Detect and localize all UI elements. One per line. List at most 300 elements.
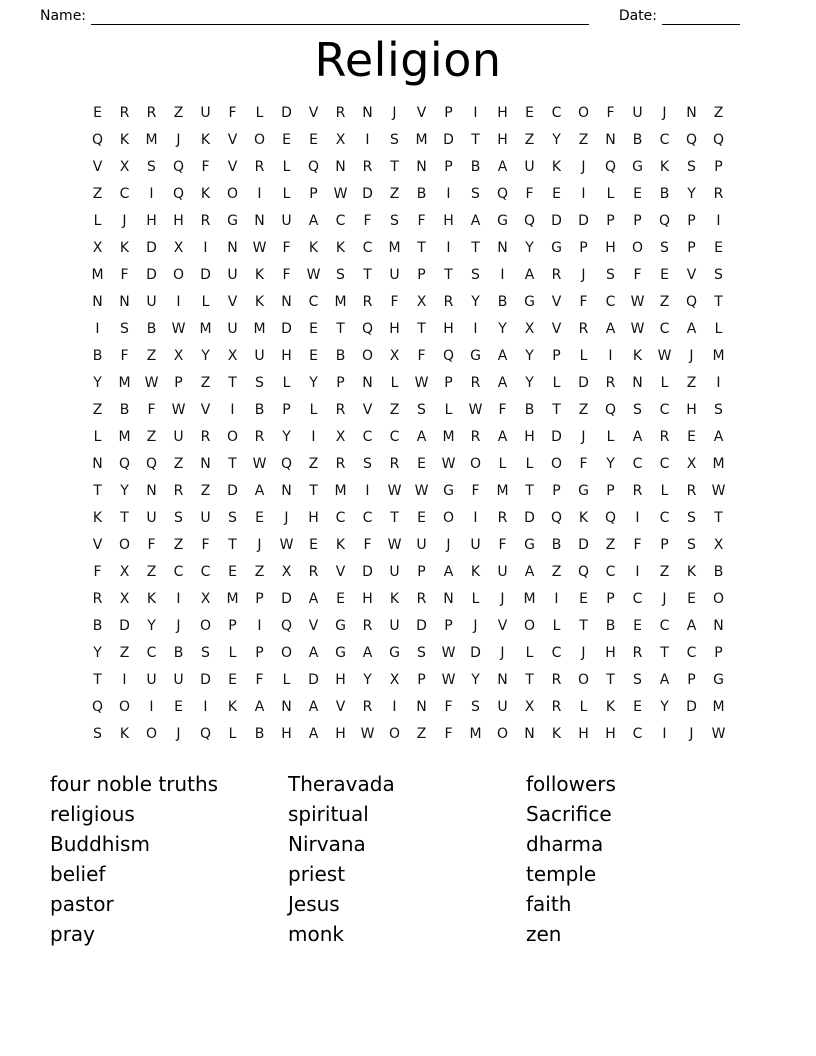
grid-letter: V [335,563,346,580]
grid-letter: Z [713,104,724,121]
grid-letter: O [442,509,455,526]
grid-letter: B [92,347,103,364]
grid-letter: M [145,131,158,148]
grid-letter: W [711,725,726,742]
grid-letter: Y [525,239,534,256]
grid-letter: N [497,671,508,688]
grid-letter: V [92,536,103,553]
grid-letter: F [579,455,588,472]
grid-letter: Y [687,185,696,202]
grid-letter: D [578,536,589,553]
grid-letter: I [122,671,127,688]
grid-letter: E [417,455,426,472]
grid-letter: H [686,401,697,418]
grid-letter: E [228,563,237,580]
grid-letter: T [228,455,237,472]
grid-letter: B [335,347,346,364]
grid-letter: P [579,239,588,256]
grid-letter: W [387,536,402,553]
grid-letter: G [443,482,454,499]
grid-letter: A [605,320,616,337]
grid-letter: M [442,428,455,445]
grid-letter: X [200,590,211,607]
grid-letter: G [551,239,562,256]
grid-letter: E [93,104,102,121]
grid-letter: K [551,158,562,175]
grid-letter: T [714,509,723,526]
grid-letter: I [257,185,262,202]
grid-letter: K [92,509,103,526]
grid-letter: V [308,104,319,121]
grid-letter: M [523,590,536,607]
grid-letter: J [581,158,586,175]
grid-letter: J [689,725,694,742]
grid-letter: U [470,536,481,553]
grid-letter: S [633,401,642,418]
grid-letter: A [686,320,697,337]
grid-letter: O [631,239,644,256]
grid-letter: Y [93,644,102,661]
grid-letter: T [93,671,102,688]
grid-letter: Y [93,374,102,391]
grid-letter: I [203,698,208,715]
grid-letter: L [579,698,588,715]
grid-letter: Q [118,455,131,472]
grid-letter: H [281,347,292,364]
word-search-grid [0,99,816,747]
grid-letter: Q [442,347,455,364]
grid-letter: I [716,374,721,391]
grid-letter: T [309,482,318,499]
grid-letter: R [551,266,562,283]
grid-letter: P [687,239,696,256]
grid-letter: C [335,212,346,229]
grid-letter: R [605,374,616,391]
grid-letter: H [524,428,535,445]
grid-letter: Z [254,563,265,580]
grid-letter: A [497,374,508,391]
grid-letter: N [227,239,238,256]
grid-letter: T [336,320,345,337]
grid-letter: N [335,158,346,175]
grid-letter: O [280,644,293,661]
grid-letter: C [389,428,400,445]
grid-letter: H [335,725,346,742]
grid-letter: D [551,212,562,229]
grid-letter: I [473,509,478,526]
grid-letter: G [524,536,535,553]
grid-letter: K [578,509,589,526]
word-list-item: four noble truths [50,772,219,796]
grid-letter: I [257,617,262,634]
grid-letter: R [470,428,481,445]
grid-letter: L [201,293,210,310]
grid-letter: C [551,644,562,661]
grid-letter: I [203,239,208,256]
grid-letter: C [146,644,157,661]
grid-letter: S [633,671,642,688]
grid-letter: M [712,347,725,364]
word-list-item: temple [526,862,597,886]
grid-letter: Q [604,509,617,526]
grid-letter: J [176,725,181,742]
grid-letter: K [200,131,211,148]
grid-letter: L [525,644,534,661]
grid-letter: V [92,158,103,175]
grid-letter: R [200,212,211,229]
grid-letter: E [309,131,318,148]
grid-letter: C [659,509,670,526]
grid-letter: Y [201,347,210,364]
grid-letter: U [227,320,238,337]
word-list-item: belief [50,862,106,886]
grid-letter: O [118,536,131,553]
grid-letter: B [416,185,427,202]
grid-letter: X [92,239,103,256]
grid-letter: S [606,266,615,283]
grid-letter: T [471,239,480,256]
grid-letter: I [365,482,370,499]
grid-letter: P [417,671,426,688]
grid-letter: P [660,536,669,553]
grid-letter: R [173,482,184,499]
grid-letter: P [606,590,615,607]
grid-letter: C [605,563,616,580]
grid-letter: P [255,590,264,607]
grid-letter: H [146,212,157,229]
grid-letter: S [687,536,696,553]
grid-letter: E [174,698,183,715]
grid-letter: O [253,131,266,148]
grid-letter: C [659,131,670,148]
grid-letter: I [149,698,154,715]
grid-letter: R [146,104,157,121]
grid-letter: L [471,590,480,607]
grid-letter: D [281,590,292,607]
grid-letter: N [92,293,103,310]
grid-letter: Q [361,320,374,337]
grid-letter: T [606,671,615,688]
grid-letter: W [441,455,456,472]
grid-letter: C [632,590,643,607]
grid-letter: V [335,698,346,715]
grid-letter: I [365,131,370,148]
grid-letter: E [687,428,696,445]
grid-letter: T [228,536,237,553]
grid-letter: I [716,212,721,229]
grid-letter: D [281,104,292,121]
grid-letter: S [714,401,723,418]
grid-letter: Q [91,131,104,148]
grid-letter: M [253,320,266,337]
grid-letter: R [416,590,427,607]
grid-letter: T [579,617,588,634]
grid-letter: L [498,455,507,472]
grid-letter: P [336,374,345,391]
grid-letter: F [120,266,129,283]
word-list-item: followers [526,772,616,796]
grid-letter: O [145,725,158,742]
grid-letter: Q [172,158,185,175]
grid-letter: F [417,212,426,229]
grid-letter: U [227,266,238,283]
grid-letter: A [524,563,535,580]
grid-letter: P [228,617,237,634]
grid-letter: O [226,185,239,202]
grid-letter: I [554,590,559,607]
grid-letter: U [497,698,508,715]
grid-letter: P [444,374,453,391]
grid-letter: F [228,104,237,121]
grid-letter: P [282,401,291,418]
grid-letter: I [500,266,505,283]
grid-letter: R [632,644,643,661]
grid-letter: M [712,455,725,472]
grid-letter: B [119,401,130,418]
grid-letter: U [632,104,643,121]
grid-letter: M [91,266,104,283]
grid-letter: J [176,131,181,148]
grid-letter: H [497,131,508,148]
word-list-item: Nirvana [288,832,366,856]
grid-letter: V [227,131,238,148]
grid-letter: X [281,563,292,580]
grid-letter: O [712,590,725,607]
grid-letter: R [362,158,373,175]
word-list-item: dharma [526,832,604,856]
grid-letter: F [417,347,426,364]
grid-letter: I [446,239,451,256]
grid-letter: M [199,320,212,337]
grid-letter: Y [363,671,372,688]
grid-letter: K [551,725,562,742]
grid-letter: Z [605,536,616,553]
grid-letter: I [635,509,640,526]
grid-letter: L [93,428,102,445]
grid-letter: E [633,617,642,634]
grid-letter: F [498,536,507,553]
grid-letter: B [254,401,265,418]
grid-letter: B [632,131,643,148]
grid-letter: Z [146,347,157,364]
grid-letter: H [389,320,400,337]
grid-letter: N [146,482,157,499]
grid-letter: Z [92,185,103,202]
grid-letter: R [686,482,697,499]
grid-letter: F [390,293,399,310]
grid-letter: A [659,671,670,688]
grid-letter: Z [551,563,562,580]
grid-letter: I [176,293,181,310]
grid-letter: U [389,266,400,283]
grid-letter: K [254,266,265,283]
grid-letter: H [281,725,292,742]
grid-letter: K [119,725,130,742]
grid-letter: W [306,266,321,283]
grid-letter: D [200,266,211,283]
word-list-column [288,769,526,949]
grid-letter: D [686,698,697,715]
grid-letter: H [362,590,373,607]
grid-letter: F [201,536,210,553]
grid-letter: G [578,482,589,499]
grid-letter: U [173,428,184,445]
grid-letter: E [309,536,318,553]
grid-letter: T [363,266,372,283]
grid-letter: N [119,293,130,310]
grid-letter: Y [660,698,669,715]
grid-letter: P [714,158,723,175]
grid-letter: J [500,644,505,661]
grid-letter: E [633,698,642,715]
grid-letter: B [524,401,535,418]
grid-letter: H [308,509,319,526]
grid-letter: I [311,428,316,445]
grid-letter: P [606,482,615,499]
grid-letter: O [523,617,536,634]
grid-letter: O [226,428,239,445]
grid-letter: W [279,536,294,553]
grid-letter: L [525,455,534,472]
grid-letter: Z [578,131,589,148]
word-list-column [526,769,764,949]
grid-letter: K [200,185,211,202]
grid-letter: C [362,239,373,256]
grid-letter: Z [146,563,157,580]
grid-letter: K [470,563,481,580]
grid-letter: Y [498,320,507,337]
grid-letter: M [496,482,509,499]
grid-letter: R [335,401,346,418]
grid-letter: S [363,455,372,472]
grid-letter: Q [685,293,698,310]
grid-letter: B [659,185,670,202]
grid-letter: J [662,590,667,607]
grid-letter: N [92,455,103,472]
word-list-item: Jesus [288,892,340,916]
grid-letter: N [605,131,616,148]
name-blank-line [91,10,589,25]
grid-letter: J [257,536,262,553]
grid-letter: C [632,455,643,472]
word-list-item: pray [50,922,96,946]
grid-letter: E [687,590,696,607]
grid-letter: J [500,590,505,607]
grid-letter: L [255,104,264,121]
grid-letter: F [606,104,615,121]
grid-letter: E [417,509,426,526]
grid-letter: D [308,671,319,688]
grid-letter: W [252,455,267,472]
grid-letter: D [443,131,454,148]
grid-letter: S [120,320,129,337]
grid-letter: K [632,347,643,364]
grid-letter: T [417,239,426,256]
grid-letter: Q [577,563,590,580]
grid-letter: H [497,104,508,121]
grid-letter: F [363,212,372,229]
grid-letter: W [333,185,348,202]
grid-letter: X [389,671,400,688]
grid-letter: D [551,428,562,445]
grid-letter: U [200,104,211,121]
grid-letter: T [660,644,669,661]
grid-letter: V [551,293,562,310]
grid-letter: Z [173,536,184,553]
grid-letter: Q [685,131,698,148]
grid-letter: N [281,482,292,499]
grid-letter: P [417,563,426,580]
grid-letter: Q [550,509,563,526]
grid-letter: C [659,617,670,634]
grid-letter: L [552,617,561,634]
grid-letter: L [228,644,237,661]
grid-letter: G [497,212,508,229]
grid-letter: B [92,617,103,634]
grid-letter: U [389,563,400,580]
grid-letter: K [659,158,670,175]
grid-letter: R [362,293,373,310]
grid-letter: L [660,374,669,391]
grid-letter: X [335,428,346,445]
grid-letter: K [389,590,400,607]
grid-letter: F [201,158,210,175]
grid-letter: J [176,617,181,634]
grid-letter: A [254,482,265,499]
grid-letter: B [254,725,265,742]
grid-letter: A [254,698,265,715]
grid-letter: S [147,158,156,175]
grid-letter: Q [280,617,293,634]
grid-letter: K [119,239,130,256]
grid-letter: W [441,671,456,688]
grid-letter: R [578,320,589,337]
grid-letter: J [284,509,289,526]
grid-letter: C [308,293,319,310]
grid-letter: E [255,509,264,526]
grid-letter: D [200,671,211,688]
grid-letter: H [578,725,589,742]
grid-letter: Q [91,698,104,715]
grid-letter: N [632,374,643,391]
grid-letter: C [659,320,670,337]
grid-letter: T [228,374,237,391]
grid-letter: I [608,347,613,364]
word-list-item: priest [288,862,346,886]
name-label: Name: [40,8,87,24]
grid-letter: W [360,725,375,742]
grid-letter: F [525,185,534,202]
word-list-item: monk [288,922,344,946]
grid-letter: H [335,671,346,688]
grid-letter: P [552,482,561,499]
grid-letter: F [93,563,102,580]
word-list-column [50,769,288,949]
grid-letter: X [119,563,130,580]
grid-letter: U [524,158,535,175]
grid-letter: U [200,509,211,526]
grid-letter: X [524,320,535,337]
grid-letter: M [712,698,725,715]
grid-letter: X [524,698,535,715]
grid-letter: C [632,725,643,742]
grid-letter: Z [308,455,319,472]
grid-letter: Y [282,428,291,445]
grid-letter: K [227,698,238,715]
puzzle-title: Religion [314,33,502,87]
grid-letter: M [388,239,401,256]
grid-letter: G [470,347,481,364]
